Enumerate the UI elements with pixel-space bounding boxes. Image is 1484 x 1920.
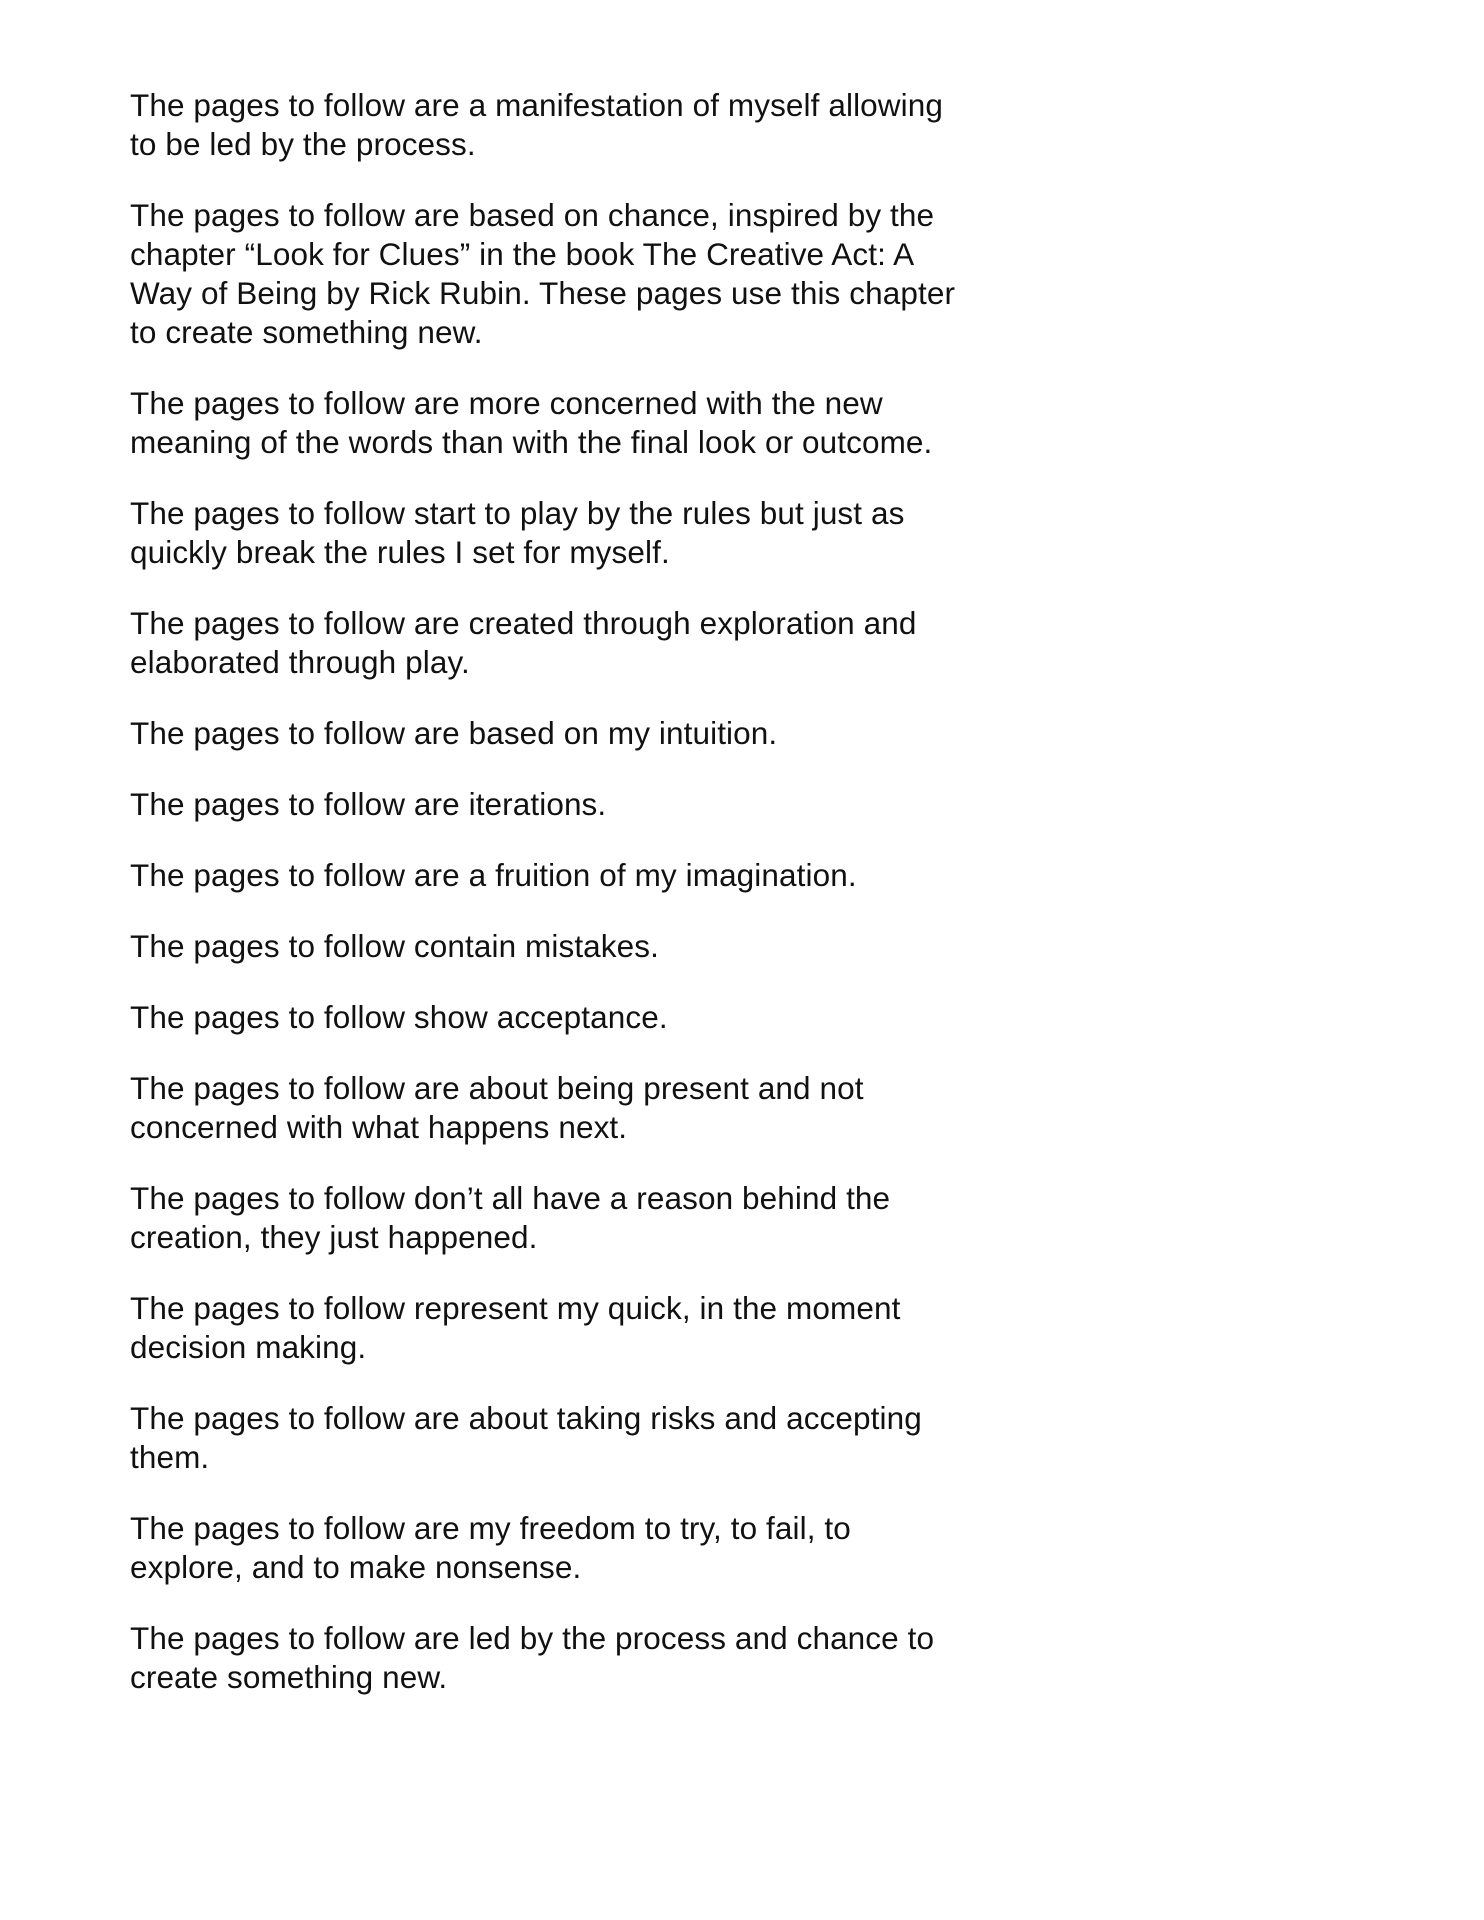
statement-paragraph: The pages to follow are based on my intuition. [130, 715, 778, 751]
statement-paragraph: The pages to follow are more concerned with the new meaning of the words than with the final look or outcome. [130, 385, 933, 460]
statement-paragraph: The pages to follow start to play by the rules but just as quickly break the rules I set for myself. [130, 495, 905, 570]
statement-paragraph: The pages to follow are a manifestation of myself allowing to be led by the process. [130, 87, 943, 162]
statement-paragraph: The pages to follow are about taking risks and accepting them. [130, 1400, 922, 1475]
statement-paragraph: The pages to follow are created through exploration and elaborated through play. [130, 605, 917, 680]
statement-paragraph: The pages to follow show acceptance. [130, 999, 668, 1035]
statement-paragraph: The pages to follow are led by the process and chance to create something new. [130, 1620, 935, 1695]
statement-paragraph: The pages to follow are based on chance, inspired by the chapter “Look for Clues” in the book The Creative Act: A Way of Being by Rick Rubin. These pages use this chapter to create something new. [130, 197, 956, 350]
statement-paragraph: The pages to follow are a fruition of my imagination. [130, 857, 857, 893]
statement-list [130, 86, 970, 1729]
statement-paragraph: The pages to follow are iterations. [130, 786, 607, 822]
statement-paragraph: The pages to follow don’t all have a reason behind the creation, they just happened. [130, 1180, 891, 1255]
statement-paragraph: The pages to follow are about being present and not concerned with what happens next. [130, 1070, 864, 1145]
statement-paragraph: The pages to follow are my freedom to try, to fail, to explore, and to make nonsense. [130, 1510, 851, 1585]
statement-paragraph: The pages to follow contain mistakes. [130, 928, 659, 964]
statement-paragraph: The pages to follow represent my quick, in the moment decision making. [130, 1290, 901, 1365]
